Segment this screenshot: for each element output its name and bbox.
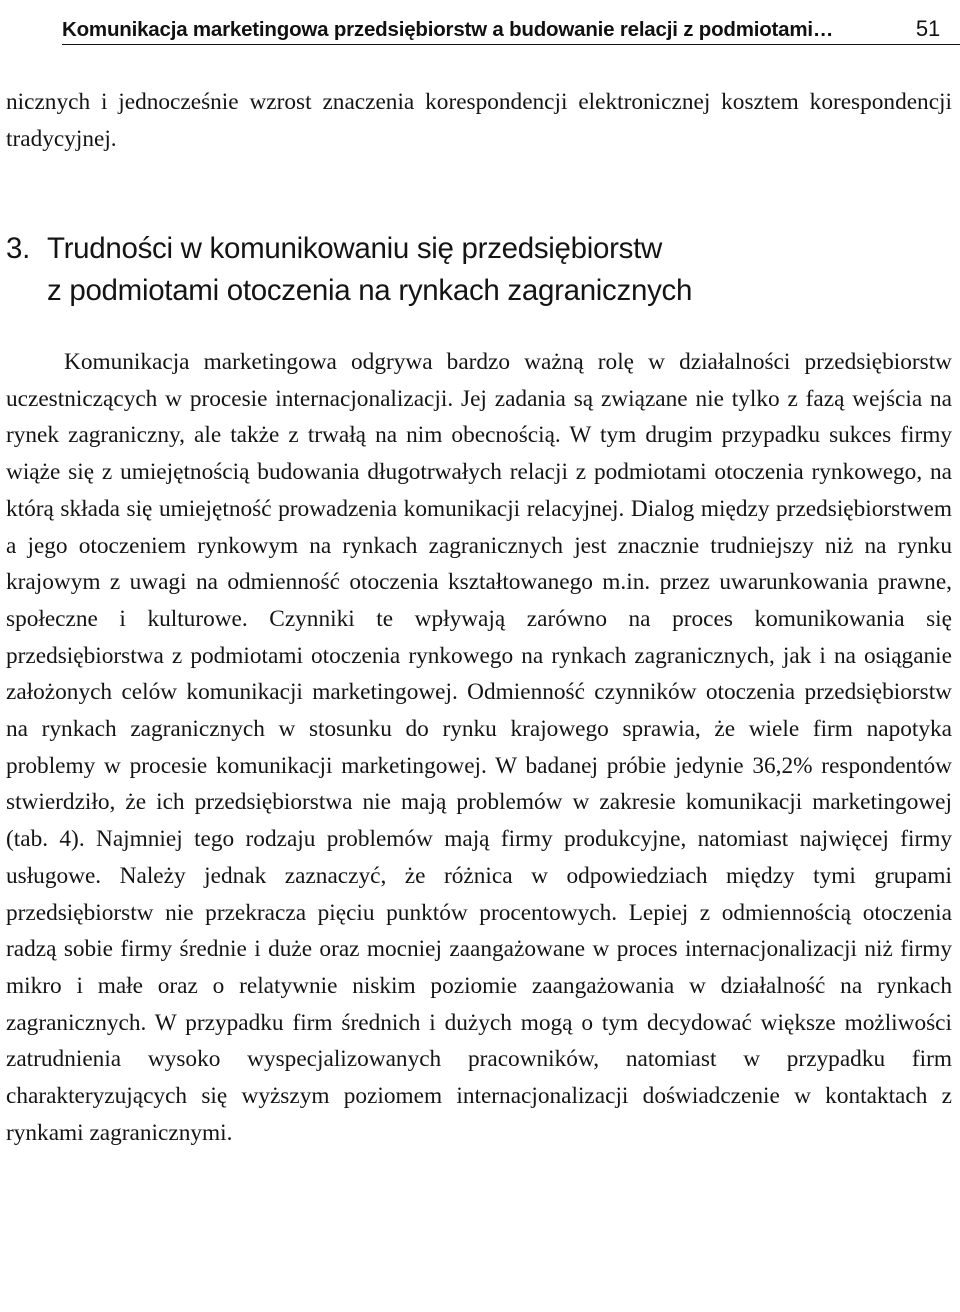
header-rule (62, 44, 960, 45)
body-paragraph: Komunikacja marketingowa odgrywa bardzo ważną rolę w działalności przedsiębiorstw uczestniczących w procesie internacjonalizacji. Jej zadania są związane nie tylko z fazą wejścia na rynek zagraniczny, ale także z trwałą na nim obecnością. W tym drugim przypadku sukces firmy wiąże się z umiejętnością budowania długotrwałych relacji z podmiotami otoczenia rynkowego, na którą składa się umiejętność prowadzenia komunikacji relacyjnej. Dialog między przedsiębiorstwem a jego otoczeniem rynkowym na rynkach zagranicznych jest znacznie trudniejszy niż na rynku krajowym z uwagi na odmienność otoczenia kształtowanego m.in. przez uwarunkowania prawne, społeczne i kulturowe. Czynniki te wpływają zarówno na proces komunikowania się przedsiębiorstwa z podmiotami otoczenia rynkowego na rynkach zagranicznych, jak i na osiąganie założonych celów komunikacji marketingowej. Odmienność czynników otoczenia przedsiębiorstw na rynkach zagranicznych w stosunku do rynku krajowego sprawia, że wiele firm napotyka problemy w procesie komunikacji marketingowej. W badanej próbie jedynie 36,2% respondentów stwierdziło, że ich przedsiębiorstwa nie mają problemów w zakresie komunikacji marketingowej (tab. 4). Najmniej tego rodzaju problemów mają firmy produkcyjne, natomiast najwięcej firmy usługowe. Należy jednak zaznaczyć, że różnica w odpowiedziach między tymi grupami przedsiębiorstw nie przekracza pięciu punktów procentowych. Lepiej z odmiennością otoczenia radzą sobie firmy średnie i duże oraz mocniej zaangażowane w proces internacjonalizacji niż firmy mikro i małe oraz o relatywnie niskim poziomie zaangażowania w działalność na rynkach zagranicznych. W przypadku firm średnich i dużych mogą o tym decydować większe możliwości zatrudnienia wysoko wyspecjalizowanych pracowników, natomiast w przypadku firm charakteryzujących się wyższym poziomem internacjonalizacji doświadczenie w kontaktach z rynkami zagranicznymi. (6, 349, 952, 1146)
section-number: 3. (6, 232, 31, 265)
running-header (62, 2, 954, 44)
section-heading-line-1 (6, 228, 952, 270)
page-number: 51 (915, 16, 940, 41)
section-heading (6, 228, 952, 312)
section-title-part-1: Trudności w komunikowaniu się przedsiębiorstw (47, 232, 663, 265)
running-title: Komunikacja marketingowa przedsiębiorstw a budowanie relacji z podmiotami… (62, 18, 834, 41)
section-title-part-2: z podmiotami otoczenia na rynkach zagranicznych (47, 274, 693, 307)
continuation-paragraph: nicznych i jednocześnie wzrost znaczenia korespondencji elektronicznej kosztem korespondencji tradycyjnej. (6, 89, 952, 152)
